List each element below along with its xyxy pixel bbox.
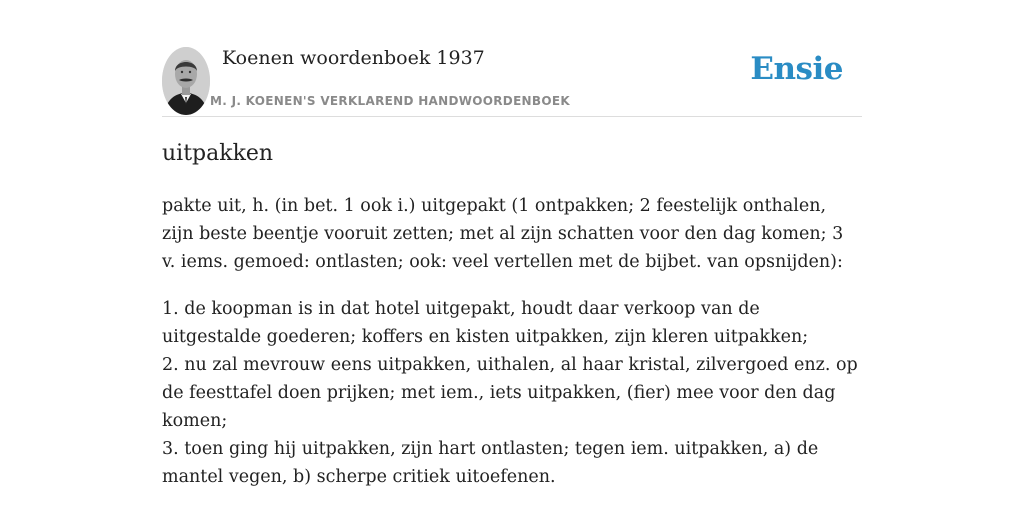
example-item: 3. toen ging hij uitpakken, zijn hart ontlasten; tegen iem. uitpakken, a) de mantel vegen, b) scherpe critiek uitoefenen.	[162, 439, 819, 487]
book-subtitle: M. J. KOENEN'S VERKLAREND HANDWOORDENBOEK	[210, 94, 570, 108]
ensie-logo-link[interactable]: Ensie	[750, 51, 843, 87]
entry-examples	[162, 295, 862, 491]
example-item: 1. de koopman is in dat hotel uitgepakt, houdt daar verkoop van de uitgestalde goederen; koffers en kisten uitpakken, zijn kleren uitpakken;	[162, 299, 809, 347]
book-title[interactable]: Koenen woordenboek 1937	[222, 47, 485, 69]
entry-definition: pakte uit, h. (in bet. 1 ook i.) uitgepakt (1 ontpakken; 2 feestelijk onthalen, zijn beste beentje vooruit zetten; met al zijn schatten voor den dag komen; 3 v. iems. gemoed: ontlasten; ook: veel vertellen met de bijbet. van opsnijden):	[162, 196, 844, 272]
dictionary-header	[162, 0, 862, 117]
example-item: 2. nu zal mevrouw eens uitpakken, uithalen, al haar kristal, zilvergoed enz. op de feesttafel doen prijken; met iem., iets uitpakken, (fier) mee voor den dag komen;	[162, 355, 858, 431]
entry-headword: uitpakken	[162, 141, 274, 166]
page-content	[162, 0, 862, 487]
author-portrait-icon	[162, 47, 210, 115]
